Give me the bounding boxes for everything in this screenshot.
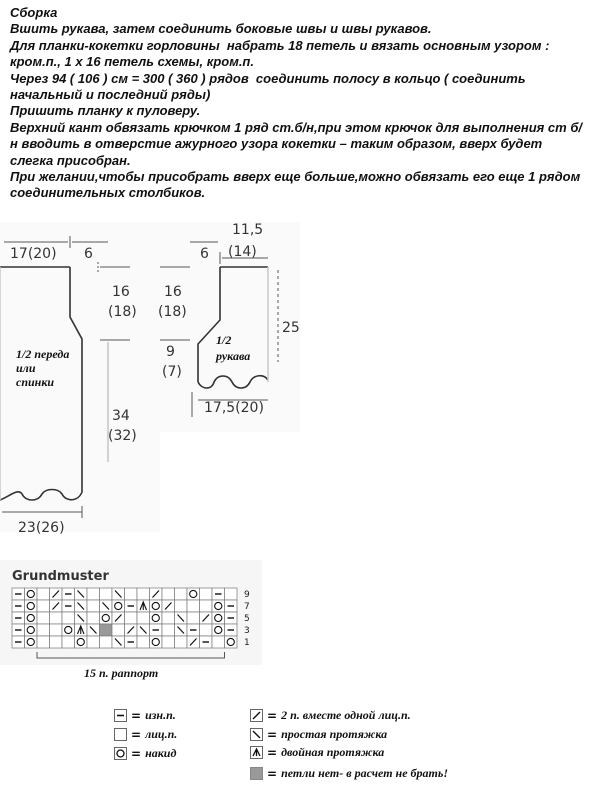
legend-item-knit: = лиц.п. (114, 727, 177, 742)
sleeve-label: рукава (216, 349, 251, 363)
legend-item-no-stitch: = петли нет- в расчет не брать! (250, 766, 448, 781)
sleeve-lower-height-alt: (7) (162, 364, 182, 380)
chart-cell (100, 588, 113, 600)
chart-cell (87, 636, 100, 648)
chart-cell (37, 612, 50, 624)
chart-cell (225, 588, 238, 600)
row-number: 5 (244, 614, 250, 624)
front-body-height: 34 (112, 408, 130, 424)
chart-cell (200, 588, 213, 600)
chart-cell (37, 588, 50, 600)
instruction-line: При желании,чтобы присобрать вверх еще больше,можно обвязать его еще 1 рядом соединительных столбиков. (10, 169, 584, 201)
row-number: 7 (244, 602, 250, 612)
chart-title: Grundmuster (12, 569, 109, 584)
repeat-label: 15 п. раппорт (84, 666, 159, 680)
chart-cell (50, 624, 63, 636)
chart-cell (150, 600, 163, 612)
chart-cell (187, 600, 200, 612)
front-top-width: 17(20) (10, 246, 57, 262)
yarn-over-icon (114, 747, 127, 760)
front-back-label: 1/2 переда (16, 347, 70, 361)
chart-cell (175, 600, 188, 612)
sleeve-bottom-width: 17,5(20) (204, 400, 264, 416)
legend-item-double-decrease: = двойная протяжка (250, 745, 384, 760)
legend-item-yarn-over: = накид (114, 746, 176, 761)
chart-cell (137, 636, 150, 648)
chart-cell (162, 588, 175, 600)
chart-cell (62, 612, 75, 624)
chart-cell (150, 636, 163, 648)
chart-grid (12, 588, 237, 658)
chart-cell (137, 588, 150, 600)
chart-cell (50, 636, 63, 648)
chart-cell (212, 624, 225, 636)
sleeve-total-height: 25 (282, 320, 300, 336)
chart-cell (37, 600, 50, 612)
chart-cell (175, 588, 188, 600)
chart-cell (200, 600, 213, 612)
instruction-line: Для планки-кокетки горловины набрать 18 петель и вязать основным узором : кром.п., 1 х 16 петель схемы, кром.п. (10, 37, 554, 70)
front-body-height-alt: (32) (108, 428, 137, 444)
chart-cell (212, 636, 225, 648)
ssk-icon (250, 728, 263, 741)
chart-cell (62, 636, 75, 648)
chart-cell (112, 600, 125, 612)
chart-cell (162, 612, 175, 624)
front-armhole-height-alt: (18) (108, 304, 137, 320)
instruction-line: Верхний кант обвязать крючком 1 ряд ст.б/н,при этом крючок для выполнения ст б/н вводить в отверстие ажурного узора кокетки – таким образом, вверх будет слегка присобран. (10, 119, 582, 168)
chart-cell (25, 612, 38, 624)
symbol-legend (92, 690, 512, 800)
chart-cell (125, 588, 138, 600)
chart-cell (25, 624, 38, 636)
chart-cell (25, 636, 38, 648)
stitch-chart (0, 560, 270, 670)
chart-cell (87, 612, 100, 624)
chart-cell (25, 600, 38, 612)
front-bottom-width: 23(26) (18, 520, 65, 536)
chart-cell (125, 612, 138, 624)
chart-cell (100, 624, 113, 636)
chart-cell (112, 624, 125, 636)
chart-cell (187, 588, 200, 600)
chart-cell (100, 612, 113, 624)
chart-cell (75, 636, 88, 648)
legend-item-purl: = изн.п. (114, 708, 176, 723)
chart-cell (37, 624, 50, 636)
chart-cell (87, 600, 100, 612)
row-number: 9 (244, 590, 250, 600)
chart-cell (175, 636, 188, 648)
front-armhole-height: 16 (112, 284, 130, 300)
chart-cell (162, 624, 175, 636)
chart-cell (100, 636, 113, 648)
garment-schematic (0, 222, 300, 552)
purl-icon (114, 709, 127, 722)
sleeve-top-width-alt: (14) (228, 244, 257, 260)
chart-cell (87, 588, 100, 600)
front-back-label: спинки (16, 375, 55, 389)
front-neck-width: 6 (84, 246, 93, 262)
chart-cell (212, 612, 225, 624)
sleeve-cap-height: 16 (164, 284, 182, 300)
instruction-line: Пришить планку к пуловеру. (10, 103, 201, 119)
chart-cell (162, 636, 175, 648)
chart-cell (200, 624, 213, 636)
knit-icon (114, 728, 127, 741)
chart-cell (225, 636, 238, 648)
instruction-line: Через 94 ( 106 ) см = 300 ( 360 ) рядов соединить полосу в кольцо ( соединить начальный и последний ряды) (10, 70, 530, 103)
chart-cell (187, 612, 200, 624)
chart-cell (25, 588, 38, 600)
sleeve-cap-width: 6 (200, 246, 209, 262)
chart-cell (212, 600, 225, 612)
assembly-instructions (10, 5, 586, 202)
no-stitch-icon (250, 767, 263, 780)
chart-cell (50, 612, 63, 624)
chart-cell (62, 624, 75, 636)
k2tog-icon (250, 709, 263, 722)
row-number: 1 (244, 638, 250, 648)
sleeve-lower-height: 9 (166, 344, 175, 360)
sleeve-label: 1/2 (216, 333, 232, 347)
instruction-line: Вшить рукава, затем соединить боковые швы и швы рукавов. (10, 21, 432, 37)
front-back-label: или (16, 361, 36, 375)
double-decrease-icon (250, 746, 263, 759)
chart-cell (37, 636, 50, 648)
chart-cell (150, 612, 163, 624)
instruction-heading: Сборка (10, 5, 58, 20)
sleeve-cap-height-alt: (18) (158, 304, 187, 320)
chart-cell (137, 612, 150, 624)
row-number: 3 (244, 626, 250, 636)
sleeve-top-width: 11,5 (232, 222, 264, 238)
legend-item-k2tog: = 2 п. вместе одной лиц.п. (250, 708, 411, 723)
legend-item-ssk: = простая протяжка (250, 727, 387, 742)
